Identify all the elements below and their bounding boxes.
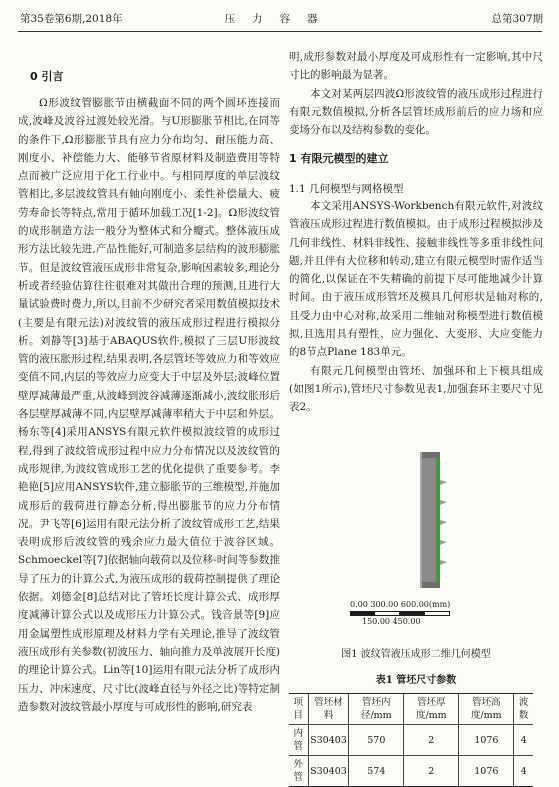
figure-1-geometry-model bbox=[295, 448, 535, 596]
table-1-caption: 表1 管坯尺寸参数 bbox=[375, 675, 457, 686]
col-header-thickness: 管坯厚度/mm bbox=[404, 694, 459, 725]
right-paragraph-1: 明,成形参数对最小厚度及可成形性有一定影响,其中尺寸比的影响最为显著。 bbox=[289, 51, 543, 82]
section-1-heading: 1 有限元模型的建立 bbox=[289, 152, 389, 165]
cell-item: 外管 bbox=[289, 756, 308, 787]
bottom-die bbox=[422, 582, 440, 588]
table-1-tube-dimensions bbox=[289, 693, 533, 787]
left-column bbox=[18, 94, 280, 716]
right-column bbox=[289, 48, 543, 139]
cell-item: 内管 bbox=[289, 725, 308, 756]
cell-inner-diameter: 574 bbox=[349, 756, 404, 787]
cell-material: S30403 bbox=[308, 725, 349, 756]
cell-thickness: 2 bbox=[404, 756, 459, 787]
cell-wave-count: 4 bbox=[514, 756, 533, 787]
tube-blank bbox=[436, 452, 440, 588]
col-header-item: 项目 bbox=[289, 694, 308, 725]
upper-lower-die bbox=[422, 452, 436, 588]
scale-top-labels: 0.00 300.00 600.00(mm) bbox=[350, 600, 451, 609]
header-issue-number: 总第307期 bbox=[491, 13, 543, 25]
col-header-height: 管坯高度/mm bbox=[459, 694, 514, 725]
scale-bottom-labels: 150.00 450.00 bbox=[362, 617, 421, 626]
right-paragraph-2: 本文对某两层四波Ω形波纹管的液压成形过程进行有限元数值模拟,分析各层管坯成形前后的应力场和应变场分布以及结构参数的变化。 bbox=[289, 87, 543, 137]
section-1-1-paragraph-2: 有限元几何模型由管坯、加强环和上下模具组成(如图1所示),管坯尺寸参数见表1,加强套环主要尺寸见表2。 bbox=[289, 364, 543, 414]
intro-heading: 0 引言 bbox=[30, 70, 64, 83]
section-1-1-body bbox=[289, 197, 543, 417]
cell-material: S30403 bbox=[308, 756, 349, 787]
header-rule bbox=[18, 31, 542, 32]
col-header-inner-diameter: 管坯内径/mm bbox=[349, 694, 404, 725]
intro-paragraph: Ω形波纹管膨胀节由横截面不同的两个圆环连接而成,波峰及波谷过渡处较光滑。与U形膨胀节相比,在同等的条件下,Ω形膨胀节具有应力分布均匀、耐压能力高、刚度小、补偿能力大、能够节省原材料及制造费用等特点而被广泛应用于化工行业中。与相同厚度的单层波纹管相比,多层波纹管具有轴向刚度小、柔性补偿量大、疲劳寿命长等特点,常用于循环加载工况[1-2]。Ω形波纹管的成形制造方法一般分为整体式和分瓣式。整体液压成形方法比较先进,产品性能好,可制造多层结构的波形膨胀节。但是波纹管液压成形非常复杂,影响因素较多,理论分析或者经验估算往往很难对其做出合理的预测,且进行大量试验费时费力,所以,目前不少研究者采用数值模拟技术(主要是有限元法)对波纹管的液压成形过程进行模拟分析。刘静等[3]基于ABAQUS软件,模拟了三层U形波纹管的液压胀形过程,结果表明,各层管坯等效应力和等效应变值不同,内层的等效应力应变大于中层及外层;波峰位置壁厚减薄最严重,从波峰到波谷减薄逐渐减小,波纹胀形后各层壁厚减薄不同,内层壁厚减薄率稍大于中层和外层。杨东等[4]采用ANSYS有限元软件模拟波纹管的成形过程,得到了波纹管成形过程中应力分布情况以及波纹管的成形规律,为波纹管成形工艺的优化提供了重要参考。李艳艳[5]应用ANSYS软件,建立膨胀节的三维模型,并施加成形后的载荷进行静态分析,得出膨胀节的应力分布情况。尹飞等[6]运用有限元法分析了波纹管成形工艺,结果表明成形后波纹管的残余应力最大值位于波谷区域。Schmoeckel等[7]依据轴向载荷以及位移-时间等参数推导了压力的计算公式,为液压成形的载荷控制提供了理论依据。刘德金[8]总结对比了管坯长度计算公式、成形厚度减薄计算公式以及成形压力计算公式。钱音景等[9]应用金属塑性成形原理及材料力学有关理论,推导了波纹管液压成形有关参数(初波压力、轴向推力及单波展开长度)的理论计算公式。Lin等[10]运用有限元法分析了成形内压力、冲床速度、尺寸比(波峰直径与外径之比)等特定制造参数对波纹管最小厚度与可成形性的影响,研究表 bbox=[18, 97, 280, 713]
scale-bar bbox=[350, 600, 490, 636]
cell-height: 1076 bbox=[459, 756, 514, 787]
page-header bbox=[0, 0, 559, 34]
col-header-material: 管坯材料 bbox=[308, 694, 349, 725]
section-1-1-paragraph-1: 本文采用ANSYS-Workbench有限元软件,对波纹管液压成形过程进行数值模拟。由于成形过程模拟涉及几何非线性、材料非线性、接触非线性等多重非线性问题,并且伴有大位移和转动,建立有限元模型时需作适当的简化,以保证在不失精确的前提下尽可能地减少计算时间。由于液压成形管坯及模具几何形状是轴对称的,且受力由中心对称,故采用二维轴对称模型进行数值模拟,且选用具有塑性、应力强化、大变形、大应变能力的8节点Plane 183单元。 bbox=[289, 200, 543, 359]
cell-height: 1076 bbox=[459, 725, 514, 756]
header-journal-title: 压力容器 bbox=[224, 13, 335, 25]
table-header-row bbox=[289, 694, 533, 725]
cell-wave-count: 4 bbox=[514, 725, 533, 756]
scale-bar-blocks bbox=[350, 611, 450, 616]
table-row bbox=[289, 725, 533, 756]
table-row bbox=[289, 756, 533, 787]
header-volume: 第35卷第6期,2018年 bbox=[20, 13, 123, 25]
figure-1-caption: 图1 波纹管液压成形二维几何模型 bbox=[341, 649, 491, 660]
cell-thickness: 2 bbox=[404, 725, 459, 756]
col-header-wave-count: 波数 bbox=[514, 694, 533, 725]
top-die bbox=[422, 452, 440, 458]
geometry-model-drawing bbox=[295, 448, 535, 596]
section-1-1-heading: 1.1 几何模型与网格模型 bbox=[289, 183, 404, 195]
cell-inner-diameter: 570 bbox=[349, 725, 404, 756]
